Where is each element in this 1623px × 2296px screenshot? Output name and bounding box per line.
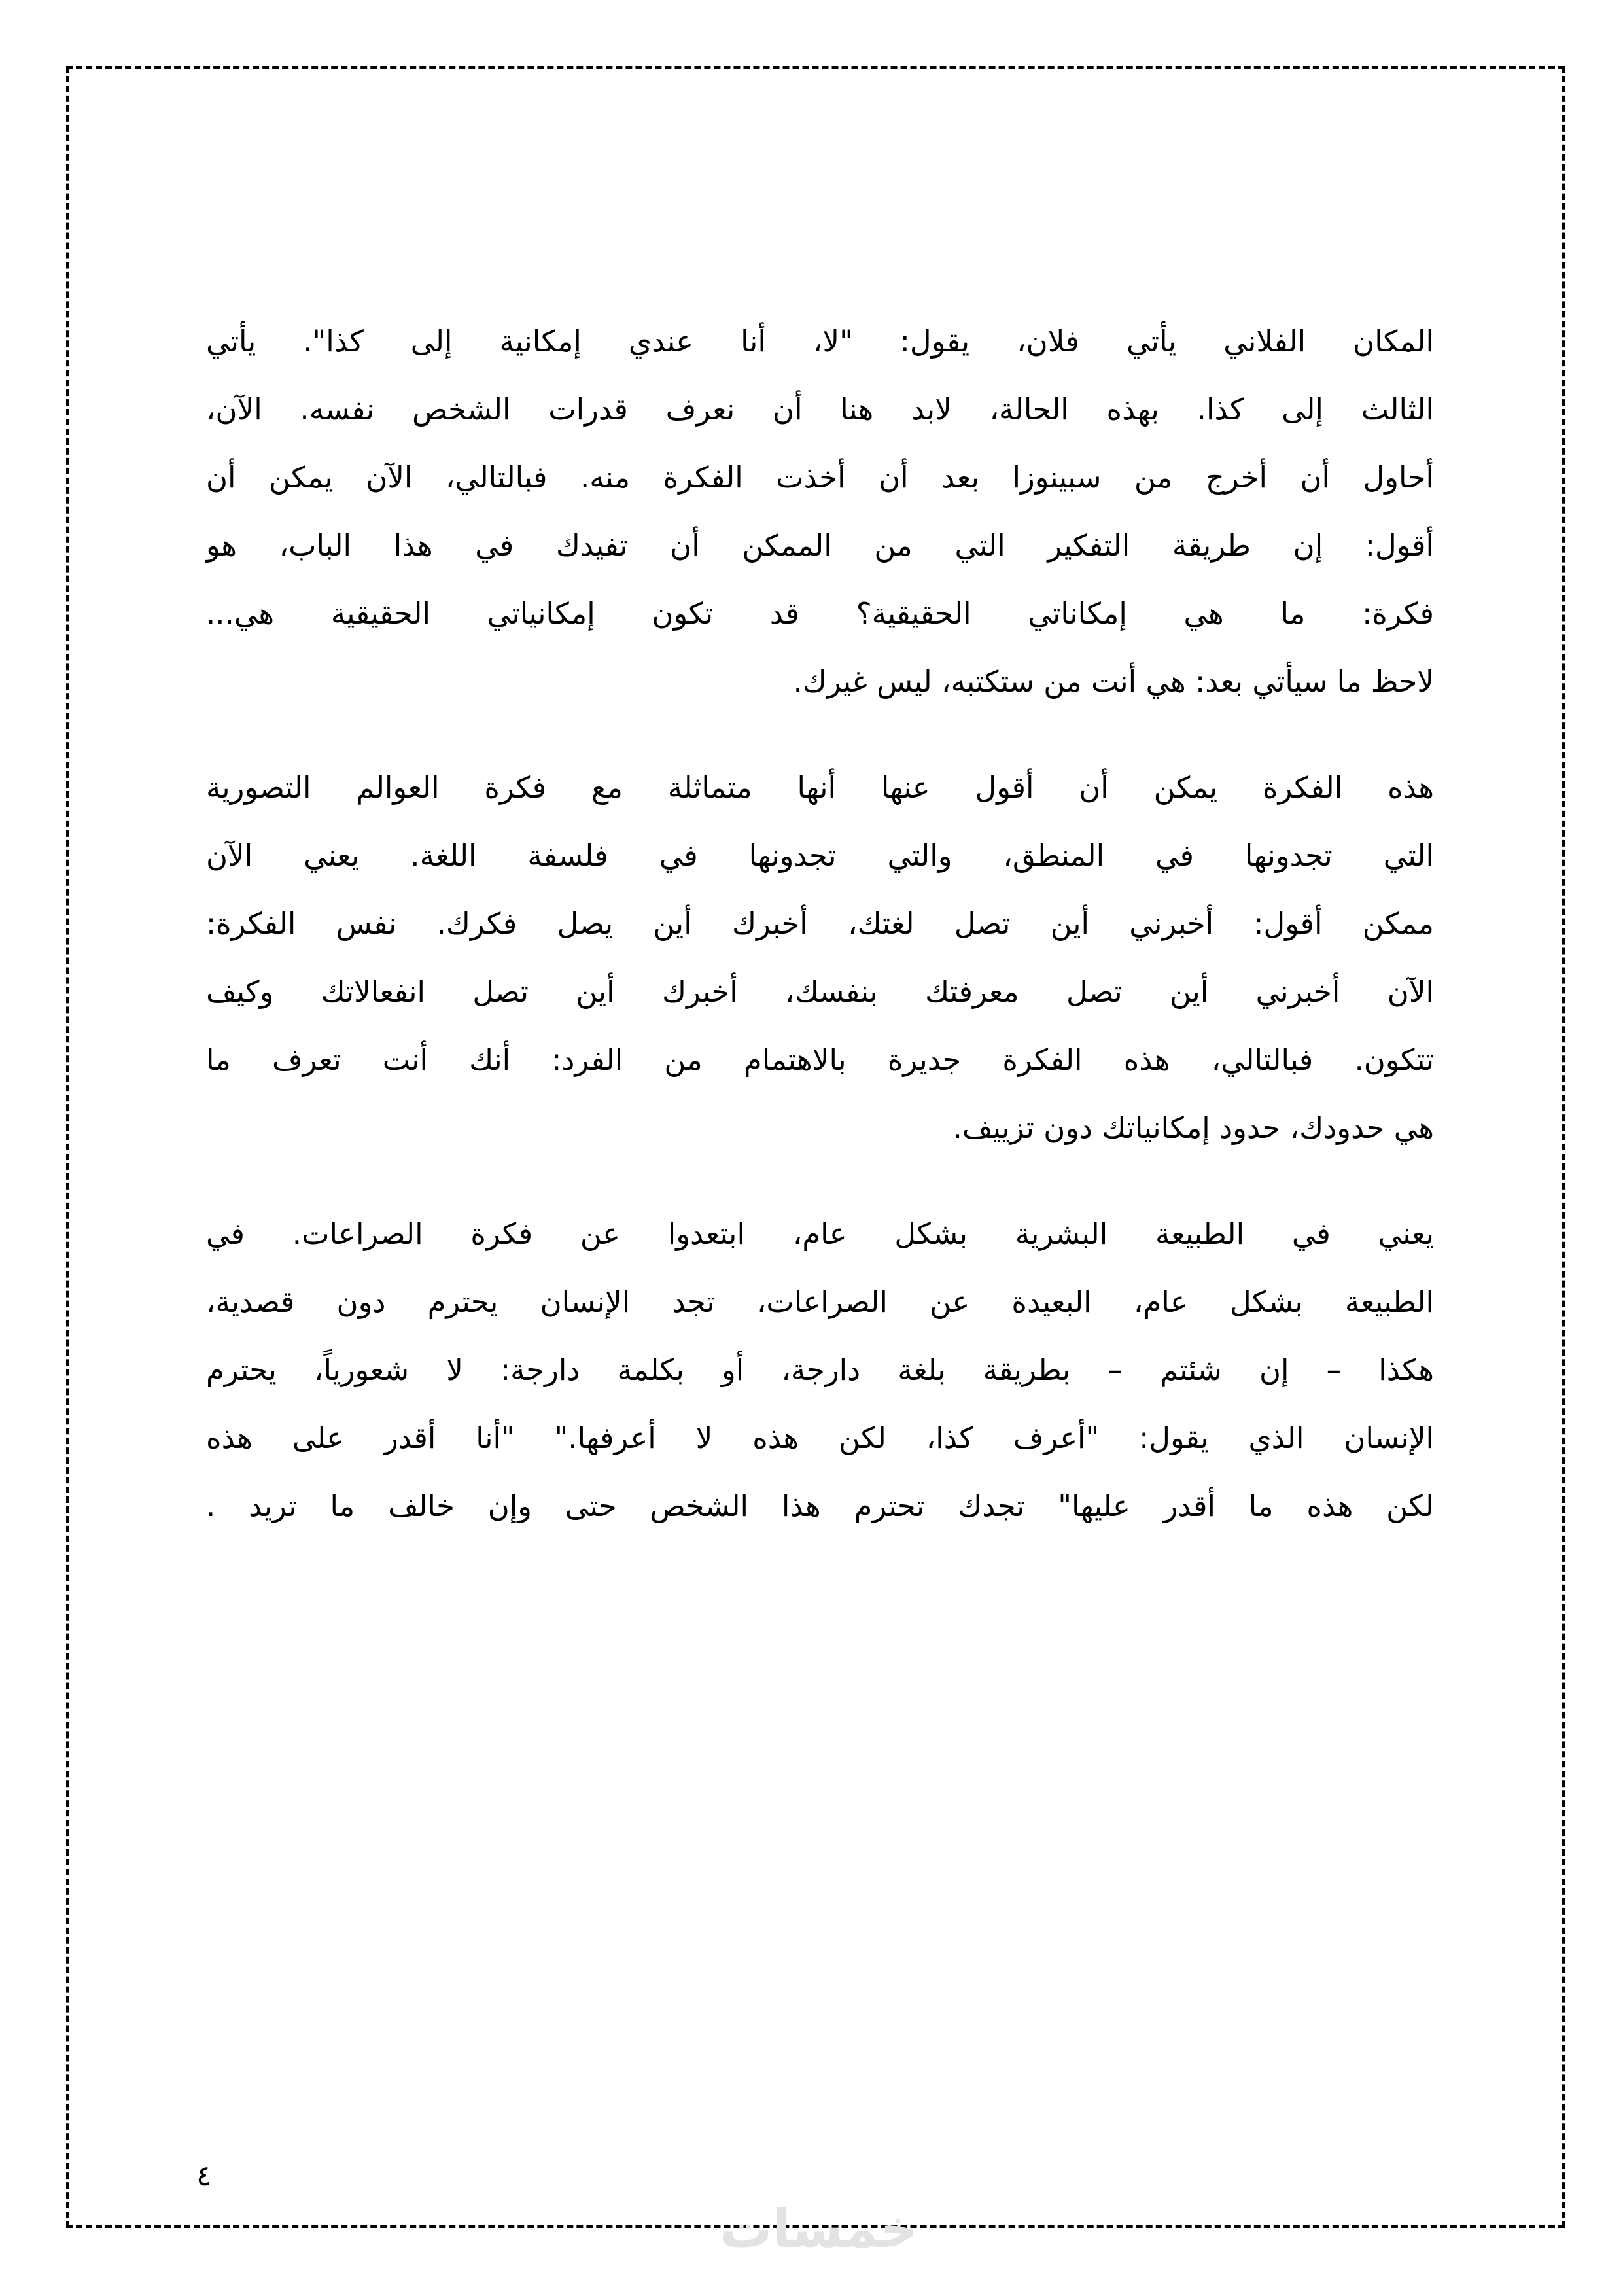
text-line: التي تجدونها في المنطق، والتي تجدونها في فلسفة اللغة. يعني الآن xyxy=(206,838,1434,873)
paragraph-2 xyxy=(206,754,1434,1162)
text-line: فكرة: ما هي إمكاناتي الحقيقية؟ قد تكون إمكانياتي الحقيقية هي... xyxy=(206,596,1434,631)
text-line: الإنسان الذي يقول: "أعرف كذا، لكن هذه لا أعرفها." "أنا أقدر على هذه xyxy=(206,1421,1434,1455)
text-line: الآن أخبرني أين تصل معرفتك بنفسك، أخبرك أين تصل انفعالاتك وكيف xyxy=(206,974,1434,1009)
text-line: لكن هذه ما أقدر عليها" تجدك تحترم هذا الشخص حتى وإن خالف ما تريد . xyxy=(206,1489,1434,1523)
text-line: المكان الفلاني يأتي فلان، يقول: "لا، أنا عندي إمكانية إلى كذا". يأتي xyxy=(206,324,1434,359)
document-body xyxy=(206,308,1434,1578)
text-line: يعني في الطبيعة البشرية بشكل عام، ابتعدوا عن فكرة الصراعات. في xyxy=(206,1216,1434,1251)
text-line: هكذا – إن شئتم – بطريقة بلغة دارجة، أو بكلمة دارجة: لا شعورياً، يحترم xyxy=(206,1352,1434,1387)
text-line: الطبيعة بشكل عام، البعيدة عن الصراعات، تجد الإنسان يحترم دون قصدية، xyxy=(206,1284,1434,1319)
text-line: ممكن أقول: أخبرني أين تصل لغتك، أخبرك أين يصل فكرك. نفس الفكرة: xyxy=(206,906,1434,941)
text-line: تتكون. فبالتالي، هذه الفكرة جديرة بالاهتمام من الفرد: أنك أنت تعرف ما xyxy=(206,1042,1434,1077)
page-number: ٤ xyxy=(196,2159,212,2193)
text-line: الثالث إلى كذا. بهذه الحالة، لابد هنا أن نعرف قدرات الشخص نفسه. الآن، xyxy=(206,392,1434,427)
text-line: أحاول أن أخرج من سبينوزا بعد أن أخذت الفكرة منه. فبالتالي، الآن يمكن أن xyxy=(206,460,1434,495)
watermark-logo: خمسات xyxy=(720,2199,918,2259)
text-line: أقول: إن طريقة التفكير التي من الممكن أن تفيدك في هذا الباب، هو xyxy=(206,528,1434,563)
paragraph-1 xyxy=(206,308,1434,716)
text-line: هي حدودك، حدود إمكانياتك دون تزييف. xyxy=(952,1110,1434,1145)
paragraph-3 xyxy=(206,1200,1434,1540)
text-line: هذه الفكرة يمكن أن أقول عنها أنها متماثلة مع فكرة العوالم التصورية xyxy=(206,770,1434,805)
text-line: لاحظ ما سيأتي بعد: هي أنت من ستكتبه، ليس غيرك. xyxy=(793,664,1434,699)
